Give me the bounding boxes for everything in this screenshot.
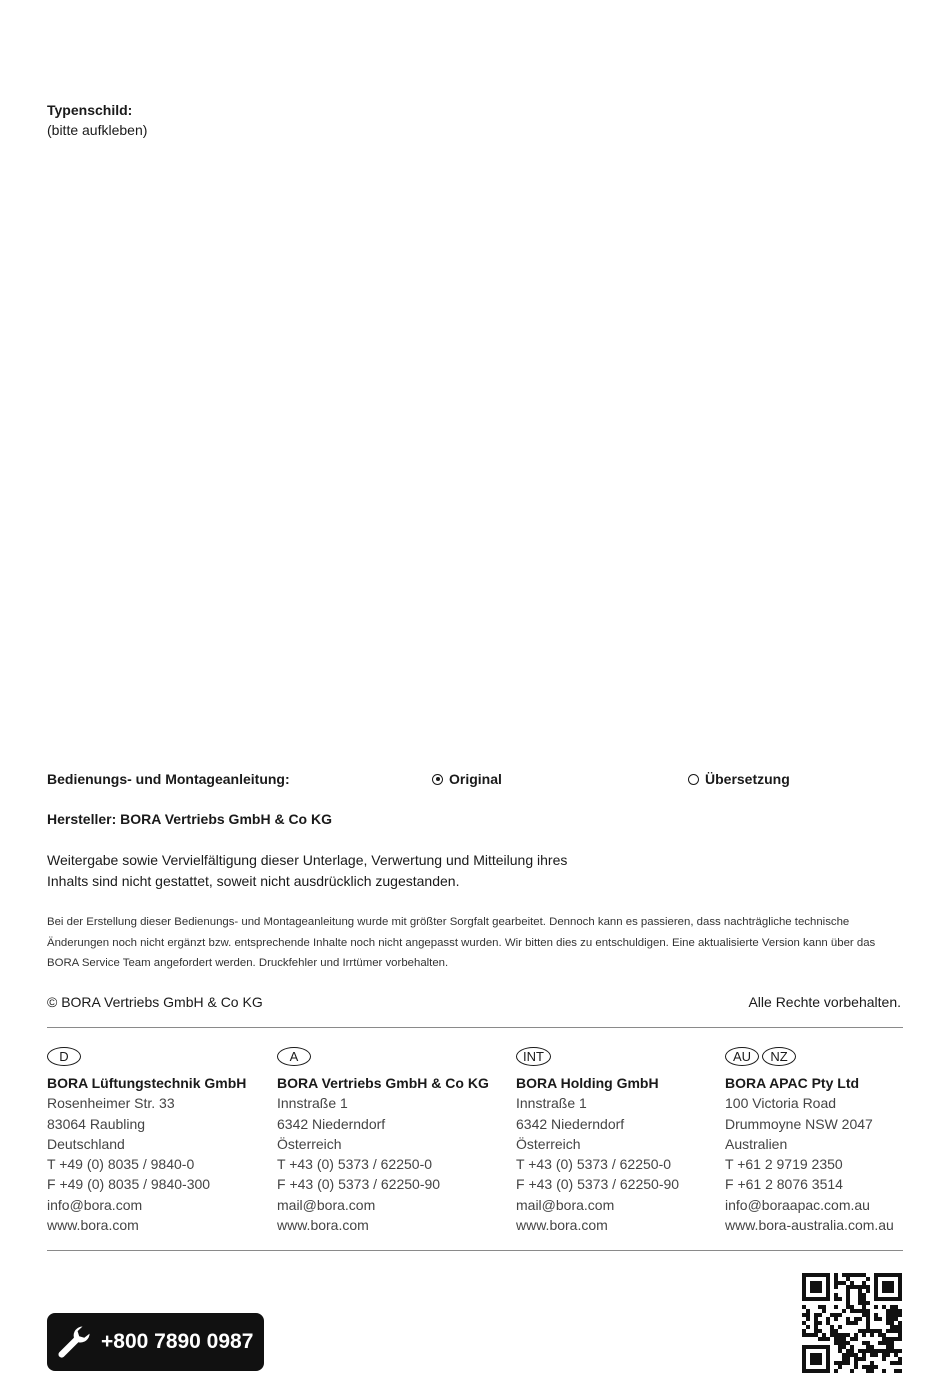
contact-fax: F +43 (0) 5373 / 62250-90 (516, 1176, 680, 1193)
contact-country: Österreich (277, 1135, 342, 1152)
contact-street: 100 Victoria Road (725, 1095, 837, 1112)
contact-web[interactable]: www.bora.com (47, 1217, 139, 1234)
contact-city: 6342 Niederndorf (277, 1115, 386, 1132)
contact-street: Innstraße 1 (277, 1095, 348, 1112)
contact-street: Rosenheimer Str. 33 (47, 1095, 175, 1112)
contact-fax: F +61 2 8076 3514 (725, 1176, 843, 1193)
country-badge: D (47, 1047, 81, 1066)
contact-web[interactable]: www.bora.com (516, 1217, 608, 1234)
rights: Alle Rechte vorbehalten. (748, 994, 901, 1010)
contact-email[interactable]: info@bora.com (47, 1196, 143, 1213)
contact-phone: T +43 (0) 5373 / 62250-0 (516, 1156, 672, 1173)
contact-email[interactable]: mail@bora.com (277, 1196, 376, 1213)
contact-email[interactable]: info@boraapac.com.au (725, 1196, 870, 1213)
contact-city: 83064 Raubling (47, 1115, 146, 1132)
divider-top (47, 1027, 903, 1028)
contact-column-int (516, 1047, 679, 1235)
contact-street: Innstraße 1 (516, 1095, 587, 1112)
contact-city: 6342 Niederndorf (516, 1115, 625, 1132)
country-badges (516, 1047, 679, 1067)
contact-country: Australien (725, 1135, 788, 1152)
radio-unchecked-icon[interactable] (688, 774, 699, 785)
country-badge: NZ (762, 1047, 796, 1066)
contact-phone: T +61 2 9719 2350 (725, 1156, 843, 1173)
country-badges (47, 1047, 246, 1067)
option-original-label: Original (449, 771, 502, 787)
contact-company: BORA APAC Pty Ltd (725, 1075, 860, 1091)
contact-company: BORA Lüftungstechnik GmbH (47, 1075, 247, 1091)
contact-company: BORA Vertriebs GmbH & Co KG (277, 1075, 489, 1091)
country-badges (725, 1047, 894, 1067)
type-plate-note: (bitte aufkleben) (47, 122, 148, 138)
copyright: © BORA Vertriebs GmbH & Co KG (47, 994, 263, 1010)
hotline-number: +800 7890 0987 (101, 1330, 254, 1353)
contact-city: Drummoyne NSW 2047 (725, 1115, 873, 1132)
manufacturer: Hersteller: BORA Vertriebs GmbH & Co KG (47, 811, 332, 827)
country-badge: INT (516, 1047, 551, 1066)
country-badges (277, 1047, 489, 1067)
contact-phone: T +49 (0) 8035 / 9840-0 (47, 1156, 195, 1173)
disclaimer: Weitergabe sowie Vervielfältigung dieser Unterlage, Verwertung und Mitteilung ihres Inhalts sind nicht gestattet, soweit nicht ausdrücklich zugestanden. (47, 852, 568, 889)
option-original[interactable] (432, 769, 502, 789)
type-plate-label: Typenschild: (47, 102, 133, 118)
contact-country: Österreich (516, 1135, 581, 1152)
contact-phone: T +43 (0) 5373 / 62250-0 (277, 1156, 433, 1173)
contact-column-de (47, 1047, 246, 1235)
wrench-icon (55, 1322, 95, 1362)
fineprint: Bei der Erstellung dieser Bedienungs- und Montageanleitung wurde mit größter Sorgfalt gearbeitet. Dennoch kann es passieren, dass nachträgliche technische Änderungen noch nicht ergänzt bzw. entsprechende Inhalte noch nicht angepasst wurden. Wir bitten dies zu entschuldigen. Eine aktualisierte Version kann über das BORA Service Team angefordert werden. Druckfehler und Irrtümer vorbehalten. (47, 916, 876, 969)
country-badge: A (277, 1047, 311, 1066)
contact-fax: F +49 (0) 8035 / 9840-300 (47, 1176, 211, 1193)
contact-email[interactable]: mail@bora.com (516, 1196, 615, 1213)
contact-web[interactable]: www.bora-australia.com.au (725, 1217, 894, 1234)
service-hotline[interactable] (47, 1313, 264, 1371)
option-translation[interactable] (688, 769, 790, 789)
contact-company: BORA Holding GmbH (516, 1075, 659, 1091)
contact-column-au-nz (725, 1047, 894, 1235)
country-badge: AU (725, 1047, 759, 1066)
manual-label: Bedienungs- und Montageanleitung: (47, 771, 290, 787)
contact-country: Deutschland (47, 1135, 125, 1152)
option-translation-label: Übersetzung (705, 771, 790, 787)
contact-column-at (277, 1047, 489, 1235)
divider-bottom (47, 1250, 903, 1251)
radio-checked-icon[interactable] (432, 774, 443, 785)
contact-web[interactable]: www.bora.com (277, 1217, 369, 1234)
qr-code-icon[interactable] (802, 1273, 902, 1373)
contact-fax: F +43 (0) 5373 / 62250-90 (277, 1176, 441, 1193)
